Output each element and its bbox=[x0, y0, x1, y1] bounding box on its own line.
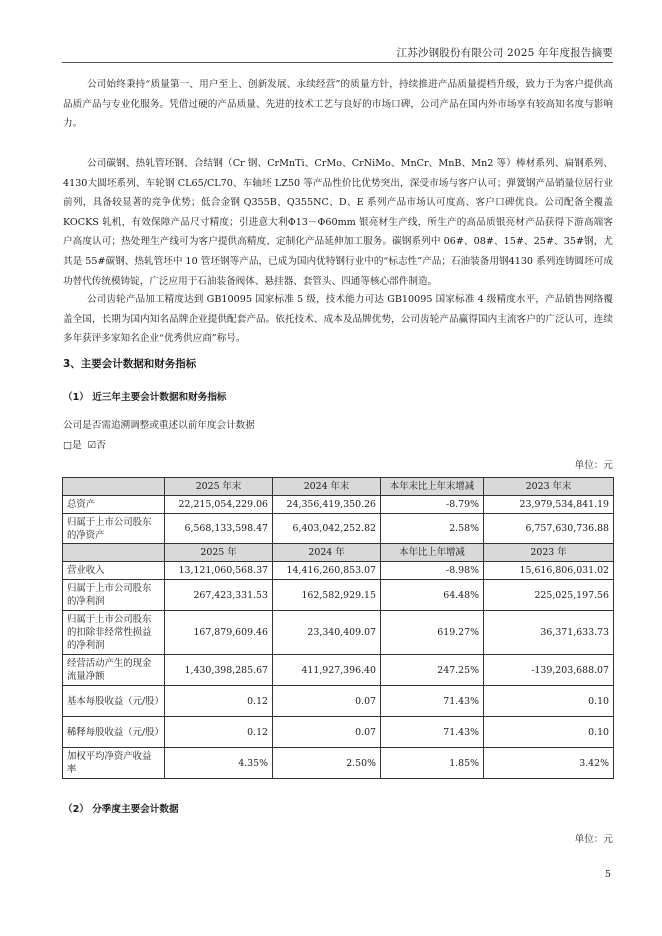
row-label: 总资产 bbox=[63, 496, 165, 514]
restatement-options bbox=[63, 437, 112, 451]
table-cell: 2.50% bbox=[273, 748, 381, 779]
table-cell: 36,371,633.73 bbox=[484, 611, 614, 655]
table-cell: 71.43% bbox=[381, 717, 484, 748]
table-cell: 619.27% bbox=[381, 611, 484, 655]
table-row bbox=[63, 686, 614, 717]
table-cell: 71.43% bbox=[381, 686, 484, 717]
header-cell: 2025 年末 bbox=[165, 478, 273, 496]
table-cell: 4.35% bbox=[165, 748, 273, 779]
header-cell bbox=[63, 478, 165, 496]
table-cell: 15,616,806,031.02 bbox=[484, 562, 614, 580]
paragraph-gear-products: 公司齿轮产品加工精度达到 GB10095 国家标准 5 级，技术能力可达 GB10095 国家标准 4 级精度水平，产品销售网络覆盖全国，长期为国内知名品牌企业提供配套产品。依托技术、成本及品牌优势，公司齿轮产品赢得国内主流客户的广泛认可，连续多年获评多家知名企业“优秀供应商”称号。 bbox=[63, 294, 613, 345]
table-cell: 6,403,042,252.82 bbox=[273, 514, 381, 544]
header-cell bbox=[63, 544, 165, 562]
table-cell: 14,416,260,853.07 bbox=[273, 562, 381, 580]
table-row bbox=[63, 562, 614, 580]
row-label: 归属于上市公司股东的净利润 bbox=[63, 580, 165, 611]
row-label: 稀释每股收益（元/股） bbox=[63, 717, 165, 748]
unit-label-quarterly: 单位：元 bbox=[574, 834, 613, 845]
table-cell: 6,568,133,598.47 bbox=[165, 514, 273, 544]
table-row bbox=[63, 496, 614, 514]
header-cell: 本年末比上年末增减 bbox=[381, 478, 484, 496]
section-title-accounting-data: 3、主要会计数据和财务指标 bbox=[63, 358, 197, 370]
restatement-question: 公司是否需追溯调整或重述以前年度会计数据 bbox=[63, 420, 255, 431]
table-cell: 267,423,331.53 bbox=[165, 580, 273, 611]
paragraph-product-lines: 公司碳钢、热轧管坯钢、合结钢（Cr 钢、CrMnTi、CrMo、CrNiMo、MnCr、MnB、Mn2 等）棒材系列、扁钢系列、4130大圆坯系列、车轮钢 CL65/CL70、车轴坯 LZ50 等产品性价比优势突出，深受市场与客户认可；弹簧钢产品销量位居行业前列，具备较显著的竞争优势；低合金钢 Q355B、Q355NC、D、E 系列产品市场认可度高、客户口碑优良。公司配备全覆盖 KOCKS 轧机，有效保障产品尺寸精度；引进意大利Φ13－Φ60mm 银亮材生产线，所生产的高品质银亮材产品获得下游高端客户高度认可；热处理生产线可为客户提供高精度、定制化产品延伸加工服务。碳钢系列中 06#、08#、15#、25#、35#钢，尤其是 55#碳钢、热轧管坯中 10 管坯钢等产品，已成为国内优特钢行业中的“标志性”产品；石油装备用钢4130 系列连铸圆坯可成功替代传统模铸锭，广泛应用于石油装备阀体、悬挂器、套管头、四通等核心部件制造。 bbox=[63, 158, 613, 287]
table-row bbox=[63, 655, 614, 686]
table-cell: 0.07 bbox=[273, 717, 381, 748]
table-cell: -8.79% bbox=[381, 496, 484, 514]
option-no-checkbox[interactable]: ☑否 bbox=[87, 440, 106, 451]
report-header-title: 江苏沙钢股份有限公司 2025 年年度报告摘要 bbox=[396, 47, 613, 59]
header-cell: 2023 年末 bbox=[484, 478, 614, 496]
table-cell: 0.12 bbox=[165, 686, 273, 717]
header-cell: 2023 年 bbox=[484, 544, 614, 562]
row-label: 经营活动产生的现金流量净额 bbox=[63, 655, 165, 686]
table-row bbox=[63, 717, 614, 748]
row-label: 营业收入 bbox=[63, 562, 165, 580]
table-cell: 23,979,534,841.19 bbox=[484, 496, 614, 514]
table-cell: 64.48% bbox=[381, 580, 484, 611]
table-cell: 167,879,609.46 bbox=[165, 611, 273, 655]
table-cell: 22,215,054,229.06 bbox=[165, 496, 273, 514]
table-cell: -139,203,688.07 bbox=[484, 655, 614, 686]
option-yes-checkbox[interactable]: □是 bbox=[63, 440, 82, 451]
table-cell: 0.10 bbox=[484, 686, 614, 717]
table-cell: 6,757,630,736.88 bbox=[484, 514, 614, 544]
header-cell: 2024 年 bbox=[273, 544, 381, 562]
table-cell: -8.98% bbox=[381, 562, 484, 580]
table-cell: 24,356,419,350.26 bbox=[273, 496, 381, 514]
header-cell: 本年比上年增减 bbox=[381, 544, 484, 562]
financial-indicators-table bbox=[62, 477, 614, 779]
table-cell: 247.25% bbox=[381, 655, 484, 686]
table-header-row-year bbox=[63, 544, 614, 562]
table-cell: 13,121,060,568.37 bbox=[165, 562, 273, 580]
table-cell: 0.07 bbox=[273, 686, 381, 717]
row-label: 加权平均净资产收益率 bbox=[63, 748, 165, 779]
table-row bbox=[63, 611, 614, 655]
table-cell: 3.42% bbox=[484, 748, 614, 779]
table-cell: 1,430,398,285.67 bbox=[165, 655, 273, 686]
table-row bbox=[63, 514, 614, 544]
subsection-title-quarterly: （2） 分季度主要会计数据 bbox=[63, 804, 179, 815]
row-label: 基本每股收益（元/股） bbox=[63, 686, 165, 717]
table-cell: 0.12 bbox=[165, 717, 273, 748]
table-cell: 162,582,929.15 bbox=[273, 580, 381, 611]
table-cell: 23,340,409.07 bbox=[273, 611, 381, 655]
header-divider bbox=[62, 62, 613, 63]
row-label: 归属于上市公司股东的净资产 bbox=[63, 514, 165, 544]
subsection-title-three-years: （1） 近三年主要会计数据和财务指标 bbox=[63, 392, 227, 403]
table-cell: 225,025,197.56 bbox=[484, 580, 614, 611]
table-cell: 0.10 bbox=[484, 717, 614, 748]
table-row bbox=[63, 580, 614, 611]
table-row bbox=[63, 748, 614, 779]
unit-label: 单位：元 bbox=[574, 460, 613, 471]
table-cell: 1.85% bbox=[381, 748, 484, 779]
table-cell: 411,927,396.40 bbox=[273, 655, 381, 686]
header-cell: 2025 年 bbox=[165, 544, 273, 562]
page-number: 5 bbox=[604, 869, 611, 880]
header-cell: 2024 年末 bbox=[273, 478, 381, 496]
paragraph-quality-policy: 公司始终秉持“质量第一、用户至上、创新发展、永续经营”的质量方针，持续推进产品质量提档升级，致力于为客户提供高品质产品与专业化服务。凭借过硬的产品质量、先进的技术工艺与良好的市场口碑，公司产品在国内外市场享有较高知名度与影响力。 bbox=[63, 79, 613, 130]
table-header-row-year-end bbox=[63, 478, 614, 496]
table-cell: 2.58% bbox=[381, 514, 484, 544]
row-label: 归属于上市公司股东的扣除非经常性损益的净利润 bbox=[63, 611, 165, 655]
